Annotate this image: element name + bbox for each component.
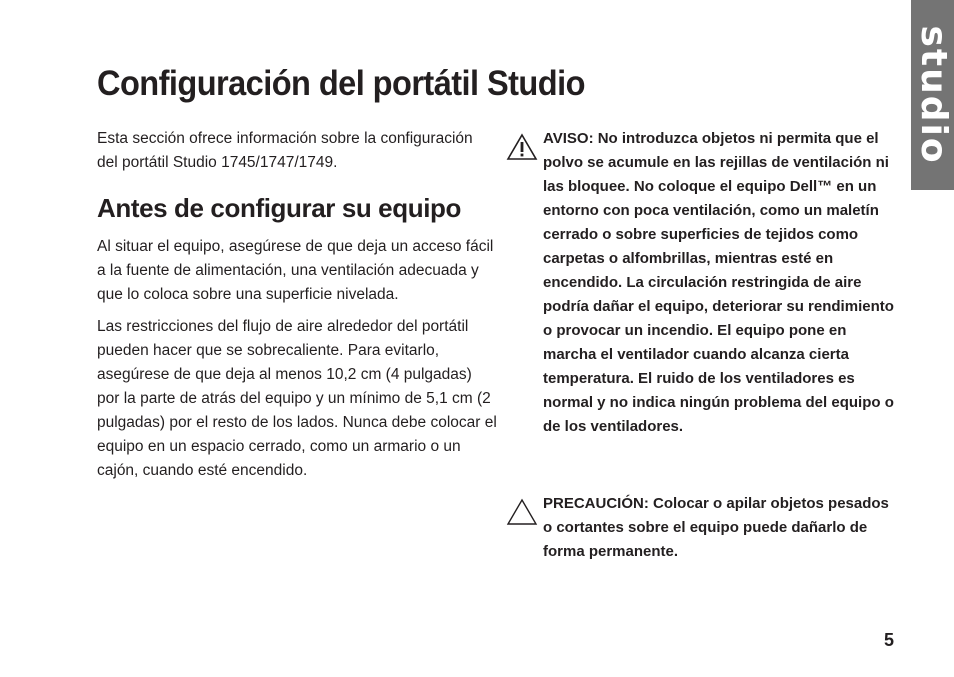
- page-title: Configuración del portátil Studio: [97, 64, 585, 103]
- side-tab-label: studio: [912, 25, 954, 165]
- body-paragraph: Al situar el equipo, asegúrese de que deja un acceso fácil a la fuente de alimentación, una ventilación adecuada y que lo coloca sobre una superficie nivelada.: [97, 238, 494, 303]
- caution-text: PRECAUCIÓN: Colocar o apilar objetos pesados o cortantes sobre el equipo puede dañarlo de forma permanente.: [543, 495, 889, 560]
- warning-exclamation-triangle-icon: [506, 133, 538, 161]
- caution-triangle-icon: [506, 498, 538, 526]
- body-paragraph: Las restricciones del flujo de aire alrededor del portátil pueden hacer que se sobrecaliente. Para evitarlo, asegúrese de que deja al menos 10,2 cm (4 pulgadas) por la parte de atrás del equipo y un mínimo de 5,1 cm (2 pulgadas) por el resto de los lados. Nunca debe colocar el equipo en un espacio cerrado, como un armario o un cajón, cuando esté encendido.: [97, 318, 497, 479]
- caution-notice: [506, 492, 896, 564]
- section-heading: Antes de configurar su equipo: [97, 193, 461, 223]
- warning-notice: [506, 127, 896, 439]
- warning-text: AVISO: No introduzca objetos ni permita que el polvo se acumule en las rejillas de ventilación ni las bloquee. No coloque el equipo Dell™ en un entorno con poca ventilación, como un maletín cerrado o sobre superficies de tejidos como carpetas o alfombrillas, mientras esté en encendido. La circulación restringida de aire podría dañar el equipo, deteriorar su rendimiento o provocar un incendio. El equipo pone en marcha el ventilador cuando alcanza cierta temperatura. El ruido de los ventiladores es normal y no indica ningún problema del equipo o de los ventiladores.: [543, 130, 894, 435]
- left-column: [97, 127, 497, 491]
- intro-paragraph: Esta sección ofrece información sobre la configuración del portátil Studio 1745/1747/1749.: [97, 130, 473, 171]
- page-number: 5: [883, 630, 894, 650]
- side-tab: [911, 0, 954, 190]
